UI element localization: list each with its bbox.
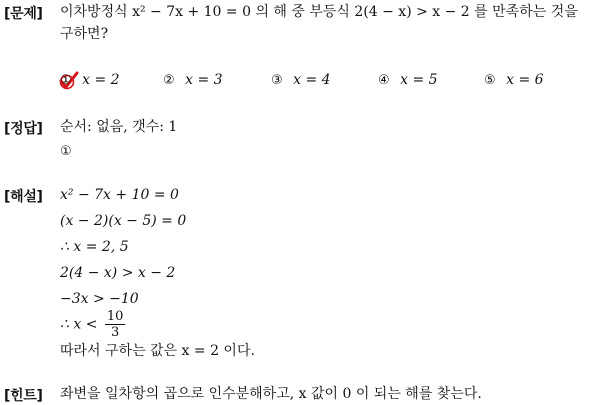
choice-5[interactable] bbox=[484, 72, 544, 88]
choice-number: ⑤ bbox=[484, 73, 496, 88]
fraction-numerator: 10 bbox=[106, 309, 124, 324]
answer-label: [정답] bbox=[4, 121, 43, 137]
choice-number: ③ bbox=[271, 73, 283, 88]
answer-value: ① bbox=[60, 144, 72, 159]
answer-order-count: 순서: 없음, 갯수: 1 bbox=[60, 119, 178, 135]
explanation-label: [해설] bbox=[4, 189, 43, 205]
problem-text-line2: 구하면? bbox=[60, 26, 109, 42]
explanation-step: (x − 2)(x − 5) = 0 bbox=[60, 213, 187, 229]
choice-2[interactable] bbox=[163, 72, 223, 88]
problem-label: [문제] bbox=[4, 6, 43, 22]
explanation-step: x² − 7x + 10 = 0 bbox=[60, 187, 179, 203]
choice-4[interactable] bbox=[378, 72, 438, 88]
hint-text: 좌변을 일차항의 곱으로 인수분해하고, x 값이 0 이 되는 해를 찾는다. bbox=[60, 386, 482, 402]
inequality-prefix: ∴ x < bbox=[60, 316, 98, 333]
choice-text: x = 4 bbox=[293, 72, 331, 88]
explanation-step: 2(4 − x) > x − 2 bbox=[60, 265, 176, 281]
choice-1[interactable] bbox=[60, 72, 120, 88]
choice-text: x = 2 bbox=[82, 72, 120, 88]
fraction-denominator: 3 bbox=[111, 325, 120, 340]
explanation-step: ∴ x = 2, 5 bbox=[60, 239, 129, 255]
explanation-conclusion: 따라서 구하는 값은 x = 2 이다. bbox=[60, 343, 255, 359]
choice-number: ① bbox=[60, 73, 72, 88]
choice-text: x = 3 bbox=[185, 72, 223, 88]
choice-text: x = 6 bbox=[506, 72, 544, 88]
fraction bbox=[105, 309, 126, 340]
choice-text: x = 5 bbox=[400, 72, 438, 88]
choice-number: ② bbox=[163, 73, 175, 88]
explanation-inequality bbox=[60, 309, 125, 340]
explanation-step: −3x > −10 bbox=[60, 291, 139, 307]
choice-number: ④ bbox=[378, 73, 390, 88]
hint-label: [힌트] bbox=[4, 388, 43, 404]
choice-3[interactable] bbox=[271, 72, 331, 88]
problem-text-line1: 이차방정식 x² − 7x + 10 = 0 의 해 중 부등식 2(4 − x) > x − 2 를 만족하는 것을 bbox=[60, 4, 578, 20]
